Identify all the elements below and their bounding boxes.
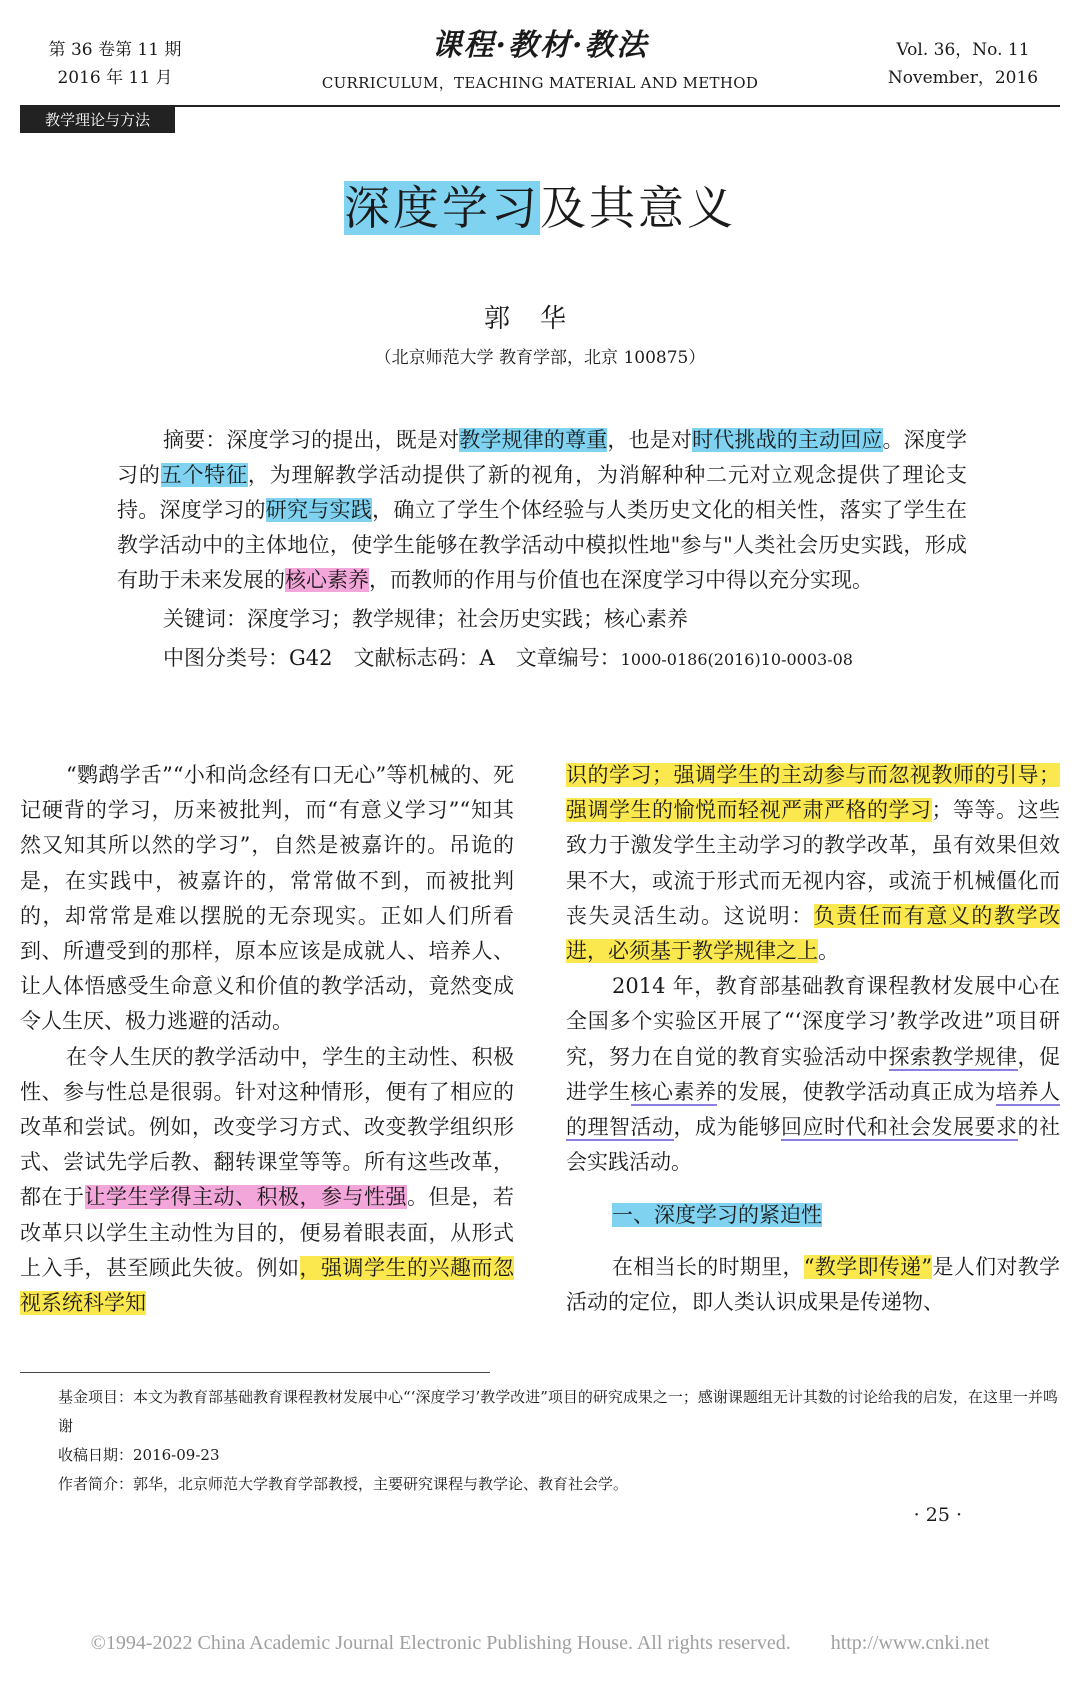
text-seg: 。: [818, 939, 839, 964]
abstract-seg: ，也是对: [607, 428, 693, 452]
text-underline: 培养人的理智活动: [566, 1079, 1060, 1140]
text-highlight: 负责任而有意义的教学改进，必须基于教学规律之上: [566, 903, 1061, 964]
journal-title-en: CURRICULUM，TEACHING MATERIAL AND METHOD: [321, 74, 759, 92]
paragraph: [566, 758, 1060, 969]
text-underline: 核心素养: [630, 1079, 717, 1104]
text-underline: 探索教学规律: [888, 1044, 1018, 1069]
text-highlight: “教学即传递”: [803, 1254, 933, 1279]
journal-title-cn: 课程·教材·教法: [431, 28, 649, 63]
article-title: [0, 172, 1080, 238]
keywords: 关键词：深度学习；教学规律；社会历史实践；核心素养: [163, 607, 688, 631]
classification: [117, 641, 967, 677]
fund-note: 基金项目：本文为教育部基础教育课程教材发展中心“‘深度学习’教学改进”项目的研究成果之一；感谢课题组无计其数的讨论给我的启发，在这里一并鸣谢: [58, 1388, 1058, 1435]
text-highlight: ，强调学生的兴趣而忽视系统科学知: [20, 1255, 514, 1316]
footnote-rule: [20, 1372, 490, 1373]
copyright-line: ©1994-2022 China Academic Journal Electronic Publishing House. All rights reserved. http://www.cnki.net: [90, 1632, 990, 1654]
section-heading: [612, 1198, 1060, 1233]
text-seg: 2014 年，教育部基础教育课程教材发展中心在全国多个实验区开展了“‘深度学习’教学改进”项目研究，努力在自觉的教育实验活动中: [566, 974, 1060, 1069]
abstract-seg: ，而教师的作用与价值也在深度学习中得以充分实现。: [369, 568, 873, 592]
text-seg: ，促进学生: [566, 1044, 1060, 1104]
article-code: 1000-0186(2016)10-0003-08: [620, 650, 853, 669]
left-column: [20, 758, 514, 1321]
header-left: [40, 36, 190, 92]
text-seg: 的发展，使教学活动真正成为: [716, 1079, 996, 1104]
author: 郭华: [483, 304, 596, 334]
paragraph: [566, 1250, 1060, 1320]
text-seg: 。但是，若改革只以学生主动性为目的，便易着眼表面，从形式上入手，甚至顾此失彼。例如: [20, 1185, 514, 1280]
abstract-seg: ，为理解教学活动提供了新的视角，为消解种种二元对立观念提供了理论支持。深度学习的: [117, 463, 968, 522]
header-center: [290, 20, 790, 93]
date-cn: 2016 年 11 月: [57, 68, 173, 88]
abstract: [117, 423, 967, 677]
author-bio: 作者简介：郭华，北京师范大学教育学部教授，主要研究课程与教学论、教育社会学。: [58, 1475, 629, 1493]
abstract-seg: 摘要：深度学习的提出，既是对: [163, 428, 460, 452]
text-seg: 的社会实践活动。: [566, 1115, 1060, 1175]
text-seg: 是人们对教学活动的定位，即人类认识成果是传递物、: [566, 1254, 1061, 1314]
abstract-highlight: 核心素养: [285, 568, 369, 592]
title-rest: 及其意义: [540, 181, 736, 235]
text-underline: 回应时代和社会发展要求: [781, 1115, 1018, 1140]
page-number: · 25 ·: [913, 1504, 962, 1526]
text-seg: ，成为能够: [673, 1115, 781, 1140]
title-highlight: 深度学习: [344, 181, 540, 235]
section-tag: 教学理论与方法: [20, 107, 175, 133]
abstract-seg: 。深度学习的: [117, 428, 968, 487]
classification-label: 中图分类号：G42 文献标志码：A 文章编号：: [163, 646, 621, 670]
text-highlight: 让学生学得主动、积极，参与性强: [84, 1185, 407, 1210]
date-en: November，2016: [887, 68, 1039, 88]
footnote: [20, 1383, 1060, 1499]
paragraph: [20, 1040, 514, 1322]
paragraph: [566, 969, 1060, 1180]
vol-en: Vol. 36，No. 11: [896, 40, 1030, 60]
header-rule: [20, 105, 1060, 107]
volume-issue: 第 36 卷第 11 期: [48, 40, 182, 60]
text-seg: 在相当长的时期里，: [612, 1254, 804, 1279]
header-right: [878, 36, 1048, 92]
abstract-highlight: 教学规律的尊重: [459, 428, 608, 452]
text-seg: 在令人生厌的教学活动中，学生的主动性、积极性、参与性总是很弱。针对这种情形，便有了相应的改革和尝试。例如，改变学习方式、改变教学组织形式、尝试先学后教、翻转课堂等等。所有这些改革，都在于: [20, 1044, 514, 1210]
text-highlight: 识的学习；强调学生的主动参与而忽视教师的引导；强调学生的愉悦而轻视严肃严格的学习: [566, 763, 1060, 823]
abstract-text: [117, 423, 967, 598]
abstract-highlight: 时代挑战的主动回应: [692, 428, 883, 452]
section-heading-text: 一、深度学习的紧迫性: [612, 1203, 822, 1228]
paragraph: “鹦鹉学舌”“小和尚念经有口无心”等机械的、死记硬背的学习，历来被批判，而“有意义学习”“知其然又知其所以然的学习”，自然是被嘉许的。吊诡的是，在实践中，被嘉许的，常常做不到，而被批判的，却常常是难以摆脱的无奈现实。正如人们所看到、所遭受到的那样，原本应该是成就人、培养人、让人体悟感受生命意义和价值的教学活动，竟然变成令人生厌、极力逃避的活动。: [20, 763, 514, 1034]
received-date: 收稿日期：2016-09-23: [58, 1446, 220, 1464]
abstract-highlight: 研究与实践: [265, 498, 373, 522]
abstract-highlight: 五个特征: [160, 463, 248, 487]
right-column: [566, 758, 1060, 1320]
text-seg: ；等等。这些致力于激发学生主动学习的教学改革，虽有效果但效果不大，或流于形式而无视内容，或流于机械僵化而丧失灵活生动。这说明：: [566, 798, 1060, 928]
affiliation: （北京师范大学 教育学部，北京 100875）: [374, 348, 706, 368]
abstract-seg: ，确立了学生个体经验与人类历史文化的相关性，落实了学生在教学活动中的主体地位，使学生能够在教学活动中模拟性地"参与"人类社会历史实践，形成有助于未来发展的: [117, 498, 968, 592]
